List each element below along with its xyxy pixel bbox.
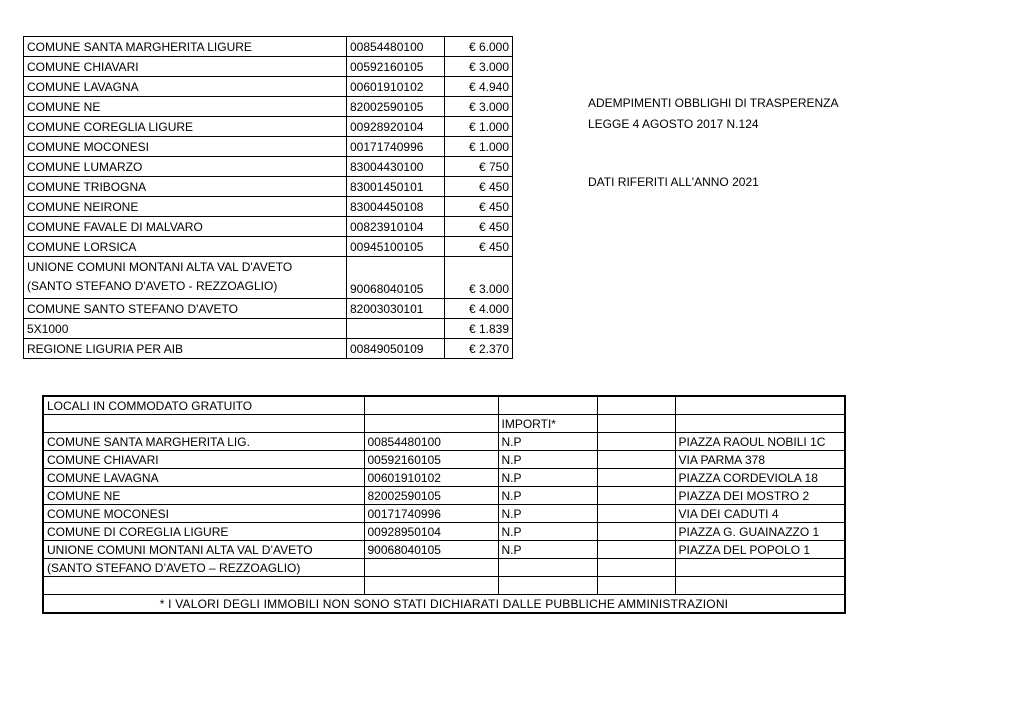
entity-name: COMUNE TRIBOGNA [24,177,347,197]
amount: N.P [498,505,597,523]
table-row [43,415,845,433]
address: VIA PARMA 378 [675,451,845,469]
tax-code: 00601910102 [347,77,445,97]
amount: N.P [498,487,597,505]
amount: € 1.000 [445,137,513,157]
entity-name: COMUNE SANTA MARGHERITA LIG. [43,433,364,451]
entity-name: REGIONE LIGURIA PER AIB [24,339,347,359]
address: PIAZZA DEL POPOLO 1 [675,541,845,559]
table-row [24,237,513,257]
table-row [43,577,845,595]
amounts-header: IMPORTI* [498,415,597,433]
table-row [24,299,513,319]
table-row [43,451,845,469]
law-reference: LEGGE 4 AGOSTO 2017 N.124 [588,117,759,131]
entity-name: UNIONE COMUNI MONTANI ALTA VAL D’AVETO [43,541,364,559]
address: PIAZZA CORDEVIOLA 18 [675,469,845,487]
table-row [24,197,513,217]
transparency-heading: ADEMPIMENTI OBBLIGHI DI TRASPERENZA [588,96,839,110]
tax-code: 90068040105 [347,257,445,299]
entity-name: COMUNE MOCONESI [43,505,364,523]
entity-name [24,257,347,299]
tax-code: 82002590105 [364,487,498,505]
tax-code: 00171740996 [364,505,498,523]
footnote: * I VALORI DEGLI IMMOBILI NON SONO STATI DICHIARATI DALLE PUBBLICHE AMMINISTRAZIONI [43,595,845,614]
table-row [24,177,513,197]
amount: N.P [498,451,597,469]
tax-code: 83004450108 [347,197,445,217]
amount: € 3.000 [445,257,513,299]
table-row [24,97,513,117]
amount: € 450 [445,237,513,257]
entity-name: COMUNE CHIAVARI [43,451,364,469]
amount: € 450 [445,197,513,217]
entity-name: COMUNE CHIAVARI [24,57,347,77]
entity-name-line1: UNIONE COMUNI MONTANI ALTA VAL D'AVETO [27,260,293,274]
tax-code: 00601910102 [364,469,498,487]
tax-code: 00849050109 [347,339,445,359]
address: PIAZZA RAOUL NOBILI 1C [675,433,845,451]
entity-name: COMUNE LAVAGNA [43,469,364,487]
address: PIAZZA G. GUAINAZZO 1 [675,523,845,541]
table-row [43,595,845,614]
table-row [24,117,513,137]
amount: € 750 [445,157,513,177]
entity-name-continuation: (SANTO STEFANO D’AVETO – REZZOAGLIO) [43,559,364,577]
table-row [43,541,845,559]
amount: € 4.000 [445,299,513,319]
entity-name: COMUNE SANTO STEFANO D'AVETO [24,299,347,319]
amount: € 3.000 [445,57,513,77]
table-row [43,396,845,415]
tax-code: 00592160105 [364,451,498,469]
tax-code: 83001450101 [347,177,445,197]
amount: € 1.000 [445,117,513,137]
entity-name: COMUNE FAVALE DI MALVARO [24,217,347,237]
tax-code: 82003030101 [347,299,445,319]
amount: € 450 [445,177,513,197]
tax-code: 00854480100 [347,37,445,57]
table-row [43,505,845,523]
tax-code: 00592160105 [347,57,445,77]
entity-name-line2: (SANTO STEFANO D'AVETO - REZZOAGLIO) [27,279,278,293]
table-row [24,77,513,97]
table-row [43,559,845,577]
reference-year: DATI RIFERITI ALL'ANNO 2021 [588,175,759,189]
table-row [24,217,513,237]
amount: € 6.000 [445,37,513,57]
amount: € 1.839 [445,319,513,339]
amount: € 4.940 [445,77,513,97]
table-row [24,137,513,157]
entity-name: COMUNE LAVAGNA [24,77,347,97]
premises-table [42,395,846,614]
table-row [24,57,513,77]
entity-name: COMUNE NEIRONE [24,197,347,217]
table-row [43,469,845,487]
table-row [43,433,845,451]
address: VIA DEI CADUTI 4 [675,505,845,523]
tax-code: 83004430100 [347,157,445,177]
tax-code [347,319,445,339]
address: PIAZZA DEI MOSTRO 2 [675,487,845,505]
tax-code: 00854480100 [364,433,498,451]
tax-code: 00928920104 [347,117,445,137]
entity-name: COMUNE SANTA MARGHERITA LIGURE [24,37,347,57]
table-row [24,339,513,359]
table-row [43,523,845,541]
tax-code: 00171740996 [347,137,445,157]
tax-code: 82002590105 [347,97,445,117]
entity-name: COMUNE NE [24,97,347,117]
table-row [24,257,513,299]
amount: € 3.000 [445,97,513,117]
entity-name: COMUNE MOCONESI [24,137,347,157]
table-row [24,319,513,339]
amount: € 450 [445,217,513,237]
amount: € 2.370 [445,339,513,359]
tax-code: 00945100105 [347,237,445,257]
table-row [24,37,513,57]
entity-name: COMUNE DI COREGLIA LIGURE [43,523,364,541]
table-row [24,157,513,177]
entity-name: 5X1000 [24,319,347,339]
amount: N.P [498,523,597,541]
entity-name: COMUNE LORSICA [24,237,347,257]
premises-title: LOCALI IN COMMODATO GRATUITO [43,396,364,415]
tax-code: 00928950104 [364,523,498,541]
entity-name: COMUNE NE [43,487,364,505]
contributions-table [23,36,513,359]
amount: N.P [498,433,597,451]
entity-name: COMUNE COREGLIA LIGURE [24,117,347,137]
entity-name: COMUNE LUMARZO [24,157,347,177]
tax-code: 90068040105 [364,541,498,559]
table-row [43,487,845,505]
amount: N.P [498,541,597,559]
amount: N.P [498,469,597,487]
tax-code: 00823910104 [347,217,445,237]
